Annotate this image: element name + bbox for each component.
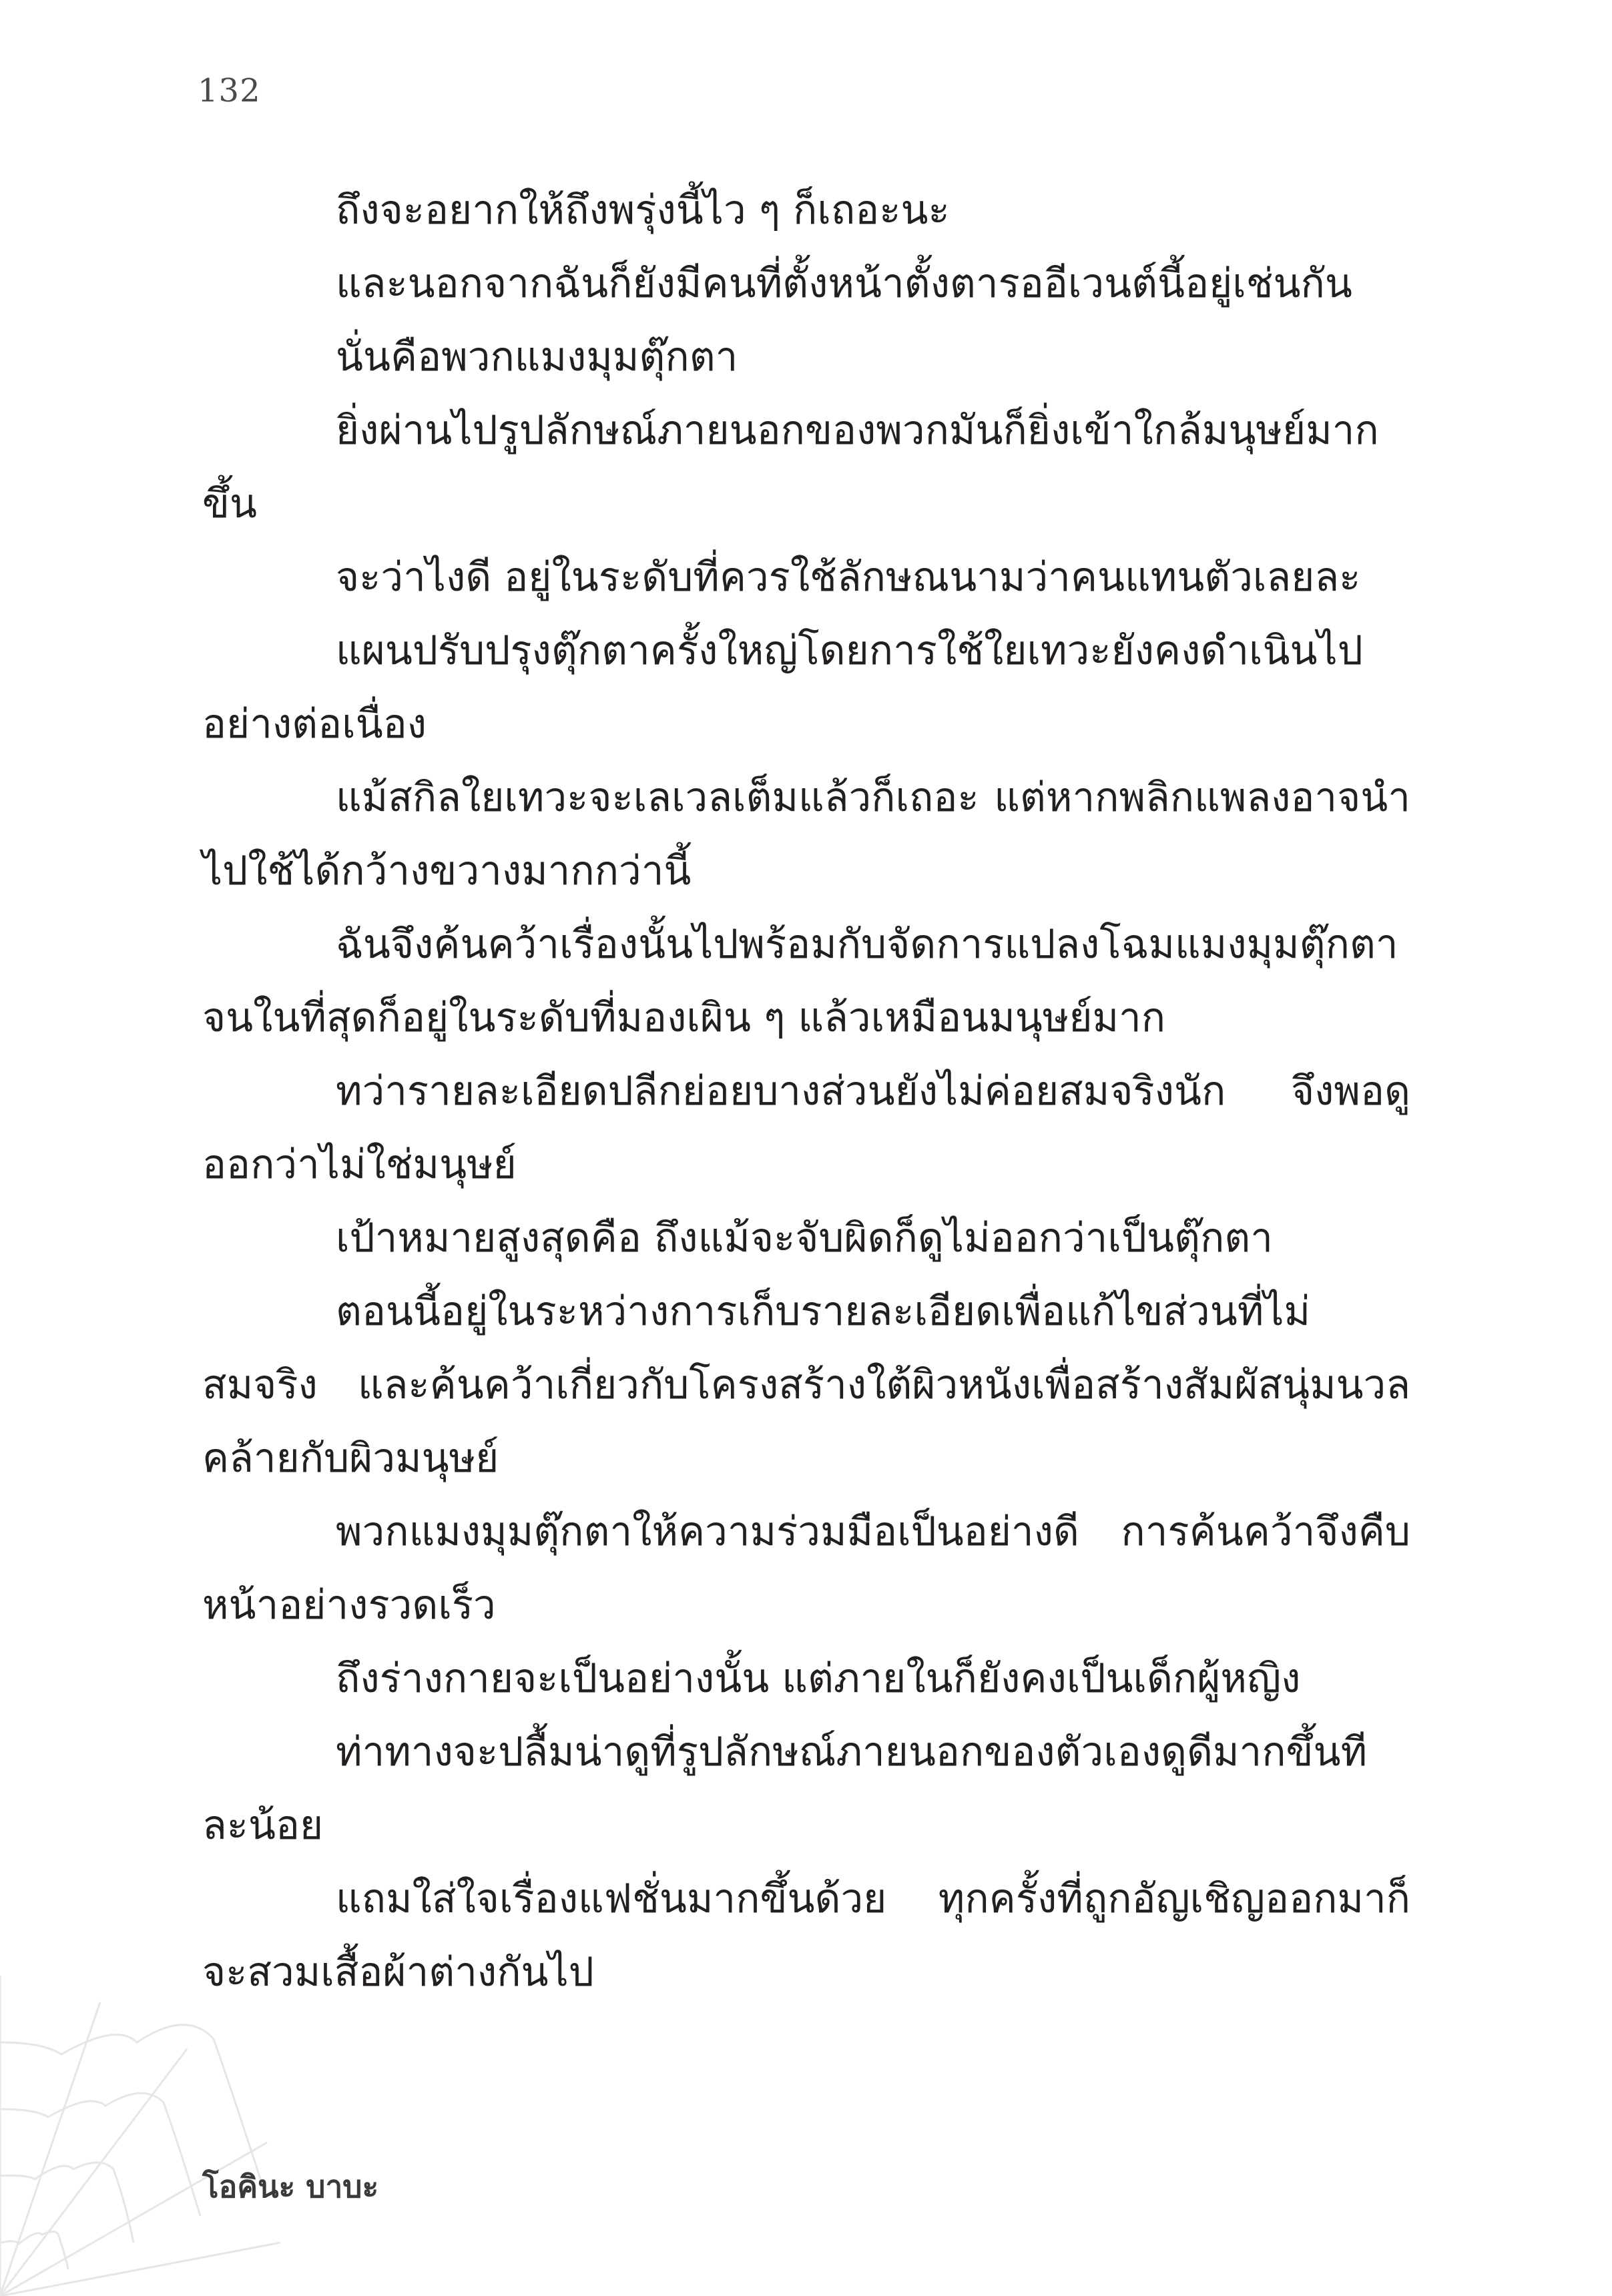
- paragraph: ตอนนี้อยู่ในระหว่างการเก็บรายละเอียดเพื่อแก้ไขส่วนที่ไม่สมจริง และค้นคว้าเกี่ยวกับโครงสร้างใต้ผิวหนังเพื่อสร้างสัมผัสนุ่มนวลคล้ายกับผิวมนุษย์: [202, 1288, 1410, 1482]
- paragraph: พวกแมงมุมตุ๊กตาให้ความร่วมมือเป็นอย่างดี การค้นคว้าจึงคืบหน้าอย่างรวดเร็ว: [202, 1508, 1410, 1629]
- paragraph: ยิ่งผ่านไปรูปลักษณ์ภายนอกของพวกมันก็ยิ่งเข้าใกล้มนุษย์มากขึ้น: [202, 407, 1379, 527]
- body-text: [202, 174, 1410, 2009]
- paragraph: ถึงจะอยากให้ถึงพรุ่งนี้ไว ๆ ก็เถอะนะ: [336, 187, 950, 234]
- paragraph: นั่นคือพวกแมงมุมตุ๊กตา: [336, 334, 738, 380]
- paragraph: ฉันจึงค้นคว้าเรื่องนั้นไปพร้อมกับจัดการแปลงโฉมแมงมุมตุ๊กตา จนในที่สุดก็อยู่ในระดับที่มองเผิน ๆ แล้วเหมือนมนุษย์มาก: [202, 921, 1398, 1041]
- paragraph: ถึงร่างกายจะเป็นอย่างนั้น แต่ภายในก็ยังคงเป็นเด็กผู้หญิง: [336, 1655, 1301, 1702]
- paragraph: แถมใส่ใจเรื่องแฟชั่นมากขึ้นด้วย ทุกครั้งที่ถูกอัญเชิญออกมาก็จะสวมเสื้อผ้าต่างกันไป: [202, 1876, 1410, 1996]
- paragraph: ท่าทางจะปลื้มน่าดูที่รูปลักษณ์ภายนอกของตัวเองดูดีมากขึ้นทีละน้อย: [202, 1729, 1368, 1849]
- paragraph: แม้สกิลใยเทวะจะเลเวลเต็มแล้วก็เถอะ แต่หากพลิกแพลงอาจนำไปใช้ได้กว้างขวางมากกว่านี้: [202, 774, 1410, 894]
- paragraph: แผนปรับปรุงตุ๊กตาครั้งใหญ่โดยการใช้ใยเทวะยังคงดำเนินไปอย่างต่อเนื่อง: [202, 627, 1363, 748]
- paragraph: และนอกจากฉันก็ยังมีคนที่ตั้งหน้าตั้งตารออีเวนต์นี้อยู่เช่นกัน: [336, 260, 1352, 307]
- paragraph: ทว่ารายละเอียดปลีกย่อยบางส่วนยังไม่ค่อยสมจริงนัก จึงพอดูออกว่าไม่ใช่มนุษย์: [202, 1068, 1410, 1188]
- paragraph: จะว่าไงดี อยู่ในระดับที่ควรใช้ลักษณนามว่าคนแทนตัวเลยละ: [336, 554, 1361, 601]
- page-number: 132: [198, 72, 261, 109]
- paragraph: เป้าหมายสูงสุดคือ ถึงแม้จะจับผิดก็ดูไม่ออกว่าเป็นตุ๊กตา: [336, 1215, 1273, 1261]
- author-name: โอคินะ บาบะ: [202, 2169, 379, 2205]
- spider-web-decoration-icon: [0, 1976, 280, 2296]
